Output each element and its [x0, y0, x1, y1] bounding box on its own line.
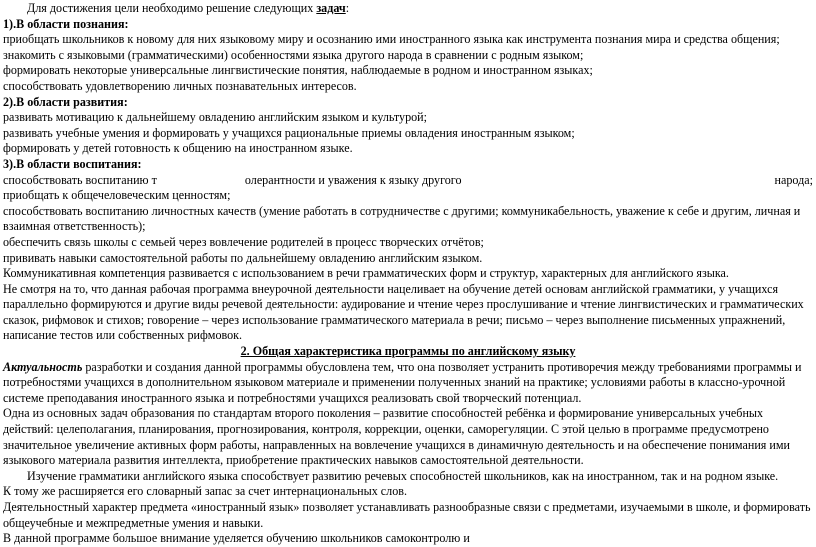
section1-item: способствовать удовлетворению личных познавательных интересов.: [3, 78, 357, 93]
section2-item: развивать мотивацию к дальнейшему овладению английским языком и культурой;: [3, 110, 428, 125]
section3-item: прививать навыки самостоятельной работы по дальнейшему овладению английским языком.: [3, 250, 483, 265]
vocabulary-paragraph: К тому же расширяется его словарный запас за счет интернациональных слов.: [3, 484, 407, 499]
competence-paragraph: Коммуникативная компетенция развивается с использованием в речи грамматических форм и структур, характерных для английского языка.: [3, 266, 729, 281]
selfcontrol-paragraph: В данной программе большое внимание уделяется обучению школьников самоконтролю и: [3, 531, 470, 546]
section1-item: приобщать школьников к новому для них языковому миру и осознанию ими иностранного языка как инструмента познания мира и средства общения;: [3, 32, 780, 47]
section3-first-item: [3, 173, 813, 189]
section3-first-left: способствовать воспитанию т: [3, 172, 157, 187]
despite-paragraph: Не смотря на то, что данная рабочая программа внеурочной деятельности нацеливает на обучение детей основам английской грамматики, у учащихся параллельно формируются и другие виды речевой деятельности: аудирование и чтение через прослушивание и чтение лингвистических и грамматических сказок, рифмовок и стихов; говорение – через использование грамматического материала в речи; письмо – через выполнение письменных упражнений, написание тестов или собственных рифмовок.: [3, 281, 804, 343]
section3-item: приобщать к общечеловеческим ценностям;: [3, 188, 231, 203]
intro-line: [3, 1, 813, 17]
section1-item: знакомить с языковыми (грамматическими) особенностями языка другого народа в сравнении с родным языком;: [3, 47, 584, 62]
relevance-paragraph: [3, 360, 813, 407]
section1-heading: 1).В области познания:: [3, 16, 129, 31]
section3-first-mid: олерантности и уважения к языку другого: [244, 172, 462, 187]
section-title: 2. Общая характеристика программы по английскому языку: [240, 344, 576, 359]
activity-paragraph: Деятельностный характер предмета «иностранный язык» позволяет устанавливать разнообразные связи с предметами, изучаемыми в школе, и формировать общеучебные и межпредметные умения и навыки.: [3, 500, 811, 530]
relevance-label: Актуальность: [3, 359, 83, 374]
section3-item: способствовать воспитанию личностных качеств (умение работать в сотрудничестве с другими; коммуникабельность, уважение к себе и другим, личная и взаимная ответственность);: [3, 203, 801, 234]
relevance-text: разработки и создания данной программы обусловлена тем, что она позволяет устранить противоречия между требованиями программы и потребностями учащихся в дополнительном языковом материале и применении полученных знаний на практике; условиями работы в классно-урочной системе преподавания иностранного языка и потребностями учащихся реализовать свой творческий потенциал.: [3, 359, 802, 405]
intro-colon: :: [345, 1, 350, 15]
section3-item: обеспечить связь школы с семьей через вовлечение родителей в процесс творческих отчётов;: [3, 234, 484, 249]
section2-item: формировать у детей готовность к общению на иностранном языке.: [3, 141, 353, 156]
tasks-paragraph: Одна из основных задач образования по стандартам второго поколения – развитие способностей ребёнка и формирование универсальных учебных действий: целеполагания, планирования, прогнозирования, контроля, коррекции, оценки, саморегуляции. С этой целью в программе предусмотрено значительное увеличение активных форм работы, направленных на вовлечение учащихся в динамичную деятельность и на обеспечение понимания ими языкового материала развития интеллекта, приобретение практических навыков самостоятельной деятельности.: [3, 406, 790, 468]
intro-tasks-word: задач: [316, 1, 346, 15]
section3-first-right: народа;: [774, 172, 813, 187]
section1-item: формировать некоторые универсальные лингвистические понятия, наблюдаемые в родном и иностранном языках;: [3, 63, 593, 78]
section2-heading: 2).В области развития:: [3, 94, 128, 109]
grammar-paragraph: Изучение грамматики английского языка способствует развитию речевых способностей школьников, как на иностранном, так и на родном языке.: [27, 468, 779, 483]
section2-item: развивать учебные умения и формировать у учащихся рациональные приемы овладения иностранным языком;: [3, 125, 575, 140]
intro-text: Для достижения цели необходимо решение следующих: [27, 1, 317, 15]
section3-heading: 3).В области воспитания:: [3, 156, 142, 171]
